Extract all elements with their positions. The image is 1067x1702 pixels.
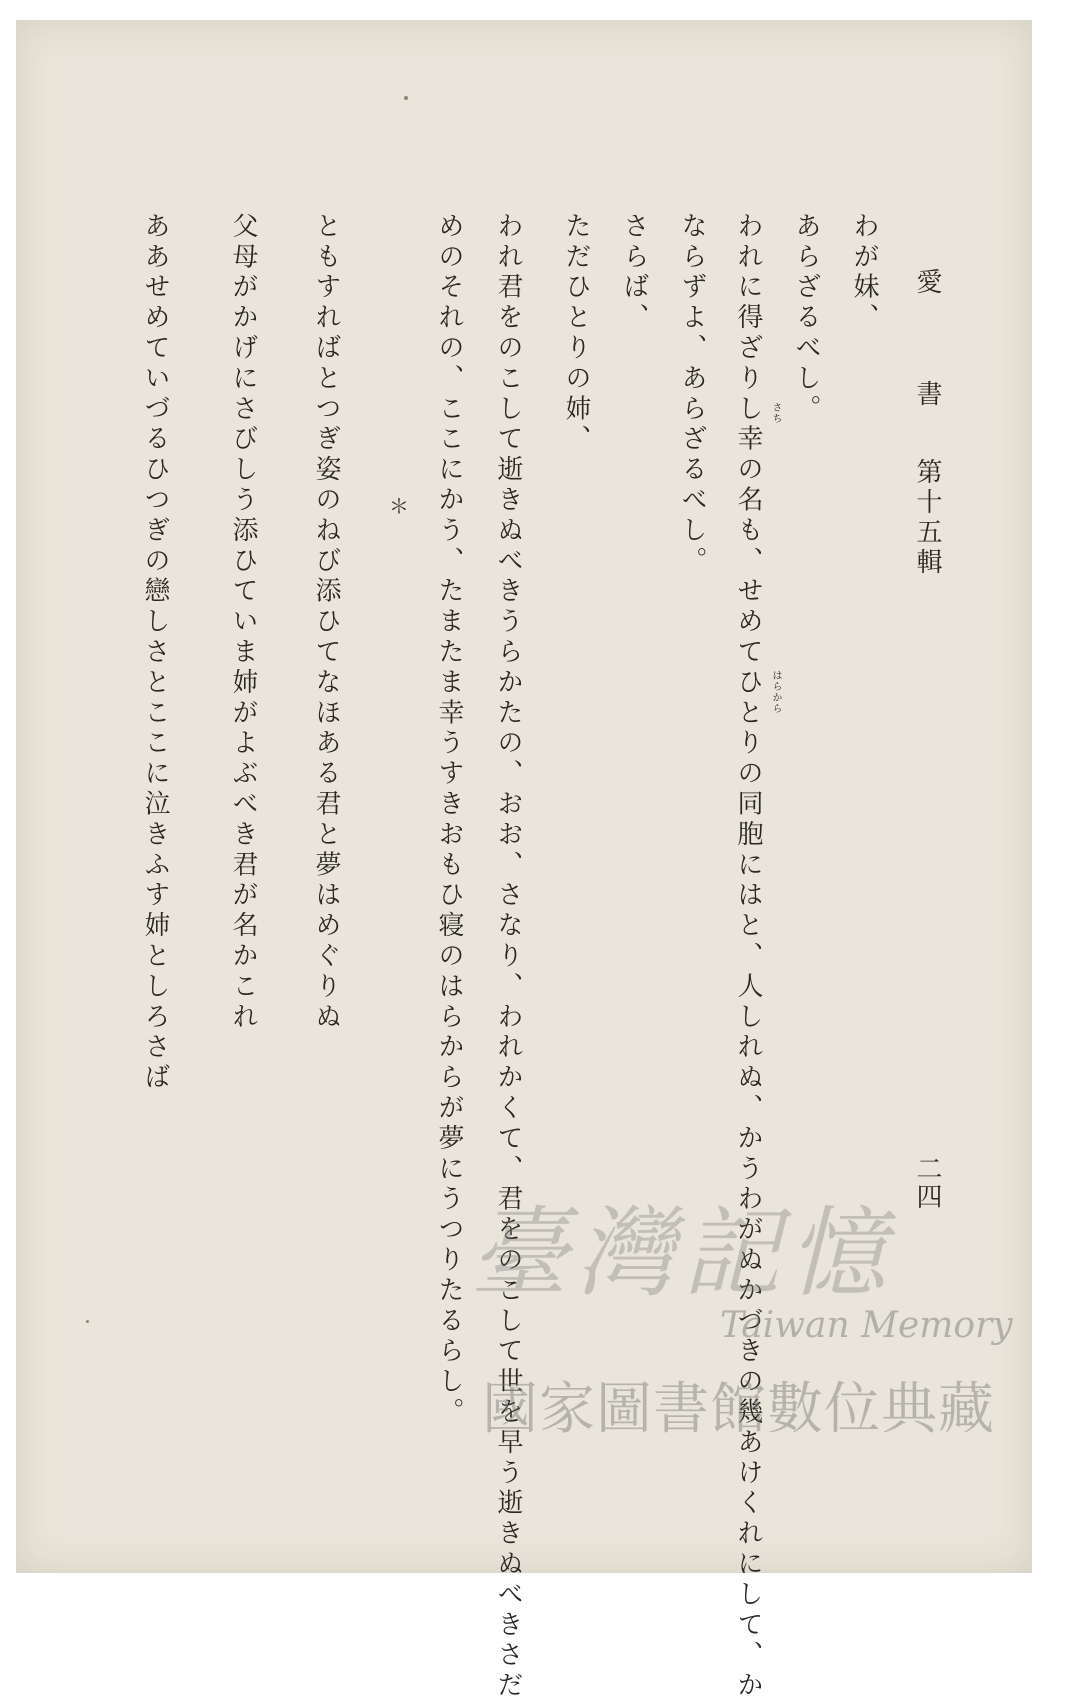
poem-line-8: めのそれの、ここにかう、たまたま幸うすきおもひ寝のはらからが夢にうつりたるらし。	[434, 212, 464, 1428]
poem-line-7: われ君をのこして逝きぬべきうらかたの、おお、さなり、われかくて、君をのこして世を早う逝きぬべきさだ	[493, 212, 523, 1702]
poem-line-2: あらざるべし。	[791, 212, 821, 425]
poem-line-4: ならずよ、あらざるべし。	[677, 212, 707, 577]
verse-line-3: ああせめていづるひつぎの戀しさとここに泣きふす姉としろさば	[140, 212, 170, 1094]
verse-line-2: 父母がかげにさびしう添ひていま姉がよぶべき君が名かこれ	[228, 212, 258, 1033]
ruby-sachi: さち	[770, 402, 781, 424]
poem-line-3: われに得ざりし幸の名も、せめてひとりの同胞にはと、人しれぬ、かうわがぬかづきの幾あけくれにして、か	[733, 212, 763, 1702]
journal-title: 愛 書	[912, 268, 942, 436]
poem-line-6: ただひとりの姉、	[561, 212, 591, 456]
page-paper	[16, 20, 1032, 1702]
section-separator: ＊	[389, 494, 409, 518]
issue-number: 第十五輯	[912, 458, 942, 579]
running-header	[909, 268, 946, 578]
page-number: 二四	[912, 1155, 942, 1211]
paper-speck	[404, 96, 408, 100]
poem-line-1: わが妹、	[849, 212, 879, 334]
watermark-logo-text: 臺灣記憶	[470, 1197, 895, 1311]
watermark-chinese: 國家圖書館數位典藏	[482, 1377, 995, 1442]
verse-line-1: ともすればとつぎ姿のねび添ひてなほある君と夢はめぐりぬ	[311, 212, 341, 1033]
poem-line-5: さらば、	[619, 212, 649, 334]
ruby-harakara: はらから	[770, 670, 781, 714]
watermark-english: Taiwan Memory	[720, 1305, 1013, 1346]
paper-speck	[86, 1320, 89, 1323]
